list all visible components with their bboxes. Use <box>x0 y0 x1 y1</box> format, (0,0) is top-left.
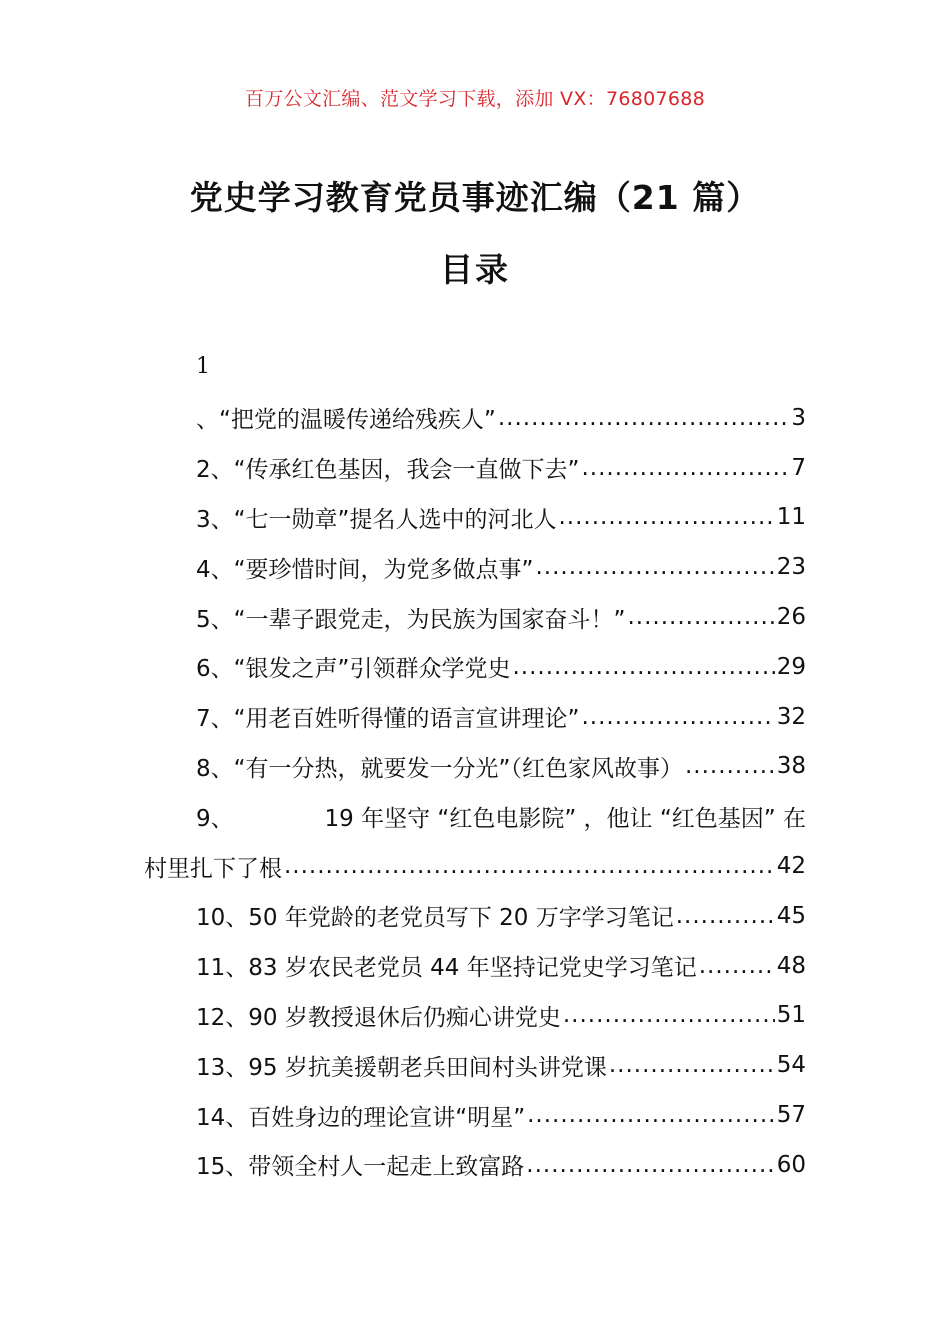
toc-entry-title: 50 年党龄的老党员写下 20 万字学习笔记 <box>248 905 674 932</box>
toc-entry-title: 95 岁抗美援朝老兵田间村头讲党课 <box>248 1054 607 1081</box>
header-note: 百万公文汇编、范文学习下载，添加 VX：76807688 <box>244 88 706 110</box>
toc-entry-number: 9、 <box>196 805 234 832</box>
first-item-number: 1 <box>196 354 210 379</box>
toc-leader <box>685 753 775 779</box>
toc-entry-title: “把党的温暖传递给残疾人” <box>219 407 496 434</box>
toc-entry-page: 26 <box>776 604 806 631</box>
toc-entry-page: 48 <box>776 952 806 979</box>
toc-entry[interactable] <box>196 991 806 1041</box>
toc-entry-title: “用老百姓听得懂的语言宣讲理论” <box>233 706 580 733</box>
toc-entry-title: “有一分热，就要发一分光”（红色家风故事） <box>233 755 683 782</box>
toc-entry[interactable] <box>196 393 806 443</box>
toc-entry-title: “银发之声”引领群众学党史 <box>233 656 511 683</box>
toc-entry-title: 带领全村人一起走上致富路 <box>248 1154 525 1181</box>
toc-entry-number: 10、 <box>196 905 249 932</box>
toc-entry[interactable] <box>196 791 806 841</box>
toc-entry-page: 38 <box>776 753 806 780</box>
toc-entry[interactable] <box>196 1040 806 1090</box>
toc-entry[interactable] <box>196 692 806 742</box>
toc-leader <box>498 405 790 431</box>
toc-entry-number: 2、 <box>196 457 234 484</box>
toc-entry-number: 8、 <box>196 755 234 782</box>
toc-leader <box>558 504 774 530</box>
toc-entry[interactable] <box>196 642 806 692</box>
toc-entry-page: 60 <box>776 1151 806 1178</box>
toc-leader <box>284 853 775 879</box>
toc-entry-number: 、 <box>196 407 219 434</box>
toc-entry-title: “一辈子跟党走，为民族为国家奋斗！” <box>233 606 626 633</box>
toc-entry-page: 51 <box>776 1002 806 1029</box>
toc-entry-number: 3、 <box>196 506 234 533</box>
toc-entry[interactable] <box>196 1140 806 1190</box>
toc-leader <box>676 903 775 929</box>
toc-entry[interactable] <box>196 941 806 991</box>
toc-entry-number: 13、 <box>196 1054 249 1081</box>
toc-entry-title: “七一勋章”提名人选中的河北人 <box>233 506 557 533</box>
toc-entry-title: 百姓身边的理论宣讲“明星” <box>248 1104 526 1131</box>
toc-leader <box>581 455 789 481</box>
toc-entry[interactable] <box>196 592 806 642</box>
toc-entry-number: 7、 <box>196 706 234 733</box>
toc-entry-page: 32 <box>776 703 806 730</box>
toc-heading: 目录 <box>440 250 510 289</box>
toc-entry[interactable] <box>196 891 806 941</box>
toc-entry-title: “要珍惜时间，为党多做点事” <box>233 556 534 583</box>
toc-entry-page: 11 <box>776 504 806 531</box>
table-of-contents <box>144 393 806 1190</box>
toc-entry-title: 83 岁农民老党员 44 年坚持记党史学习笔记 <box>248 955 697 982</box>
toc-leader <box>609 1052 775 1078</box>
toc-entry[interactable] <box>196 443 806 493</box>
toc-entry-number: 5、 <box>196 606 234 633</box>
toc-entry-title: 90 岁教授退休后仍痴心讲党史 <box>248 1004 561 1031</box>
toc-entry-title: 19 年坚守 “红色电影院” ，他让 “红色基因” 在 <box>324 805 806 832</box>
toc-entry-page: 3 <box>791 404 806 431</box>
toc-leader <box>535 554 774 580</box>
toc-leader <box>563 1002 775 1028</box>
toc-entry[interactable] <box>196 493 806 543</box>
toc-entry-number: 4、 <box>196 556 234 583</box>
toc-entry[interactable] <box>196 542 806 592</box>
toc-entry-page: 7 <box>791 454 806 481</box>
toc-entry-number: 11、 <box>196 955 249 982</box>
toc-entry[interactable] <box>196 742 806 792</box>
toc-entry-page: 57 <box>776 1102 806 1129</box>
toc-entry-number: 12、 <box>196 1004 249 1031</box>
toc-entry-continuation[interactable] <box>144 841 806 891</box>
toc-leader <box>512 654 774 680</box>
toc-entry-page: 42 <box>776 853 806 880</box>
document-title: 党史学习教育党员事迹汇编（21 篇） <box>189 178 761 217</box>
toc-entry-title: “传承红色基因，我会一直做下去” <box>233 457 580 484</box>
toc-leader <box>627 604 774 630</box>
toc-entry-page: 23 <box>776 554 806 581</box>
toc-entry-title-continued: 村里扎下了根 <box>144 855 282 882</box>
toc-entry-page: 54 <box>776 1052 806 1079</box>
toc-entry[interactable] <box>196 1090 806 1140</box>
toc-leader <box>527 1102 775 1128</box>
toc-entry-number: 15、 <box>196 1154 249 1181</box>
toc-entry-number: 6、 <box>196 656 234 683</box>
toc-leader <box>699 953 775 979</box>
toc-entry-page: 29 <box>776 653 806 680</box>
toc-leader <box>526 1152 774 1178</box>
toc-leader <box>581 704 774 730</box>
toc-entry-number: 14、 <box>196 1104 249 1131</box>
toc-entry-page: 45 <box>776 902 806 929</box>
